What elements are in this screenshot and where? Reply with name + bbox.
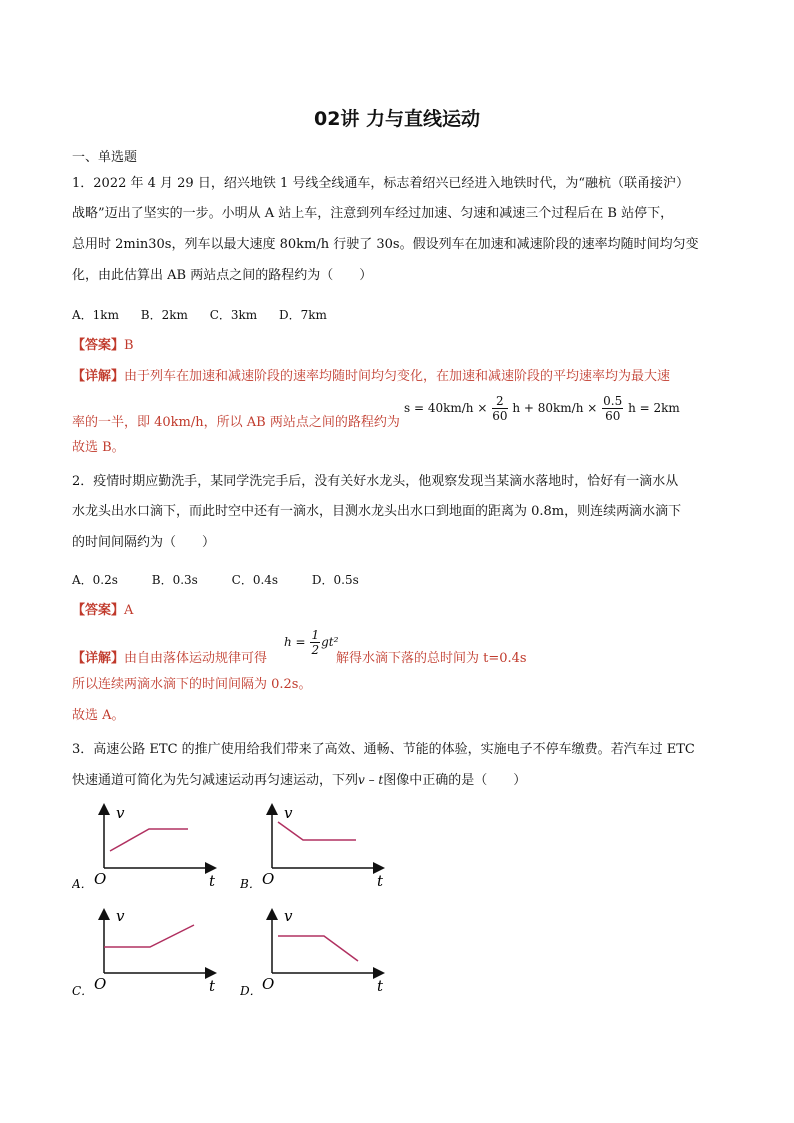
text-part: 快速通道可简化为先匀减速运动再匀速运动，下列	[72, 773, 359, 788]
formula-part: s = 40km/h ×	[404, 401, 488, 415]
graph-option-b[interactable]	[240, 800, 390, 899]
q1-detail-line1	[72, 368, 670, 386]
q1-option-a[interactable]: A．1km	[72, 308, 119, 322]
graph-d-svg	[240, 905, 390, 1000]
q1-text-line: 化，由此估算出 AB 两站点之间的路程约为（ ）	[72, 268, 373, 283]
q1-conclusion: 故选 B。	[72, 440, 125, 455]
t-label: t	[209, 872, 216, 890]
q1-answer	[72, 337, 134, 355]
answer-value: B	[124, 338, 134, 353]
vt-symbol: v – t	[358, 773, 384, 787]
v-label: v	[116, 907, 125, 925]
q2-option-d[interactable]: D．0.5s	[311, 573, 359, 587]
graph-option-c[interactable]	[72, 905, 222, 1004]
q1-text-line: 战略”迈出了坚实的一步。小明从 A 站上车，注意到列车经过加速、匀速和减速三个过程后在 B 站停下，	[72, 206, 674, 221]
option-label: C．	[72, 984, 94, 998]
numerator: 0.5	[603, 394, 623, 408]
graph-option-d[interactable]	[240, 905, 390, 1004]
t-label: t	[209, 977, 216, 995]
fraction	[602, 394, 623, 423]
detail-text: 由于列车在加速和减速阶段的速率均随时间均匀变化，在加速和减速阶段的平均速率均为最大速	[124, 369, 671, 384]
q2-answer	[72, 602, 133, 620]
q2-text-line: 2．疫情时期应勤洗手，某同学洗完手后，没有关好水龙头，他观察发现当某滴水落地时，恰好有一滴水从	[72, 474, 679, 489]
vt-curve	[104, 925, 194, 947]
origin-label: O	[262, 870, 275, 888]
q2-conclusion: 故选 A。	[72, 708, 125, 723]
t-label: t	[377, 872, 384, 890]
page-title: 02讲 力与直线运动	[313, 108, 481, 130]
q1-option-d[interactable]: D．7km	[279, 308, 327, 322]
q2-formula	[284, 628, 338, 657]
q2-option-b[interactable]: B．0.3s	[151, 573, 198, 587]
denominator: 60	[492, 409, 508, 423]
formula-part: h =	[284, 635, 306, 649]
detail-tag: 【详解】	[72, 369, 125, 384]
graph-b-svg	[240, 800, 390, 895]
vt-curve	[278, 936, 358, 961]
answer-value: A	[124, 603, 134, 618]
option-label: D．	[240, 984, 262, 998]
q1-option-c[interactable]: C．3km	[209, 308, 258, 322]
q3-text-line: 3．高速公路 ETC 的推广使用给我们带来了高效、通畅、节能的体验，实施电子不停车缴费。若汽车过 ETC	[72, 742, 695, 757]
fraction	[492, 394, 507, 423]
formula-part: gt²	[321, 635, 339, 649]
vt-curve	[278, 822, 356, 840]
q1-formula	[404, 394, 680, 423]
q1-text-line: 1．2022 年 4 月 29 日，绍兴地铁 1 号线全线通车，标志着绍兴已经进入地铁时代，为“融杭（联甬接沪）	[72, 176, 690, 191]
section-heading: 一、单选题	[72, 150, 138, 165]
q2-detail-line1	[72, 650, 267, 668]
q2-text-line: 水龙头出水口滴下，而此时空中还有一滴水，目测水龙头出水口到地面的距离为 0.8m，则连续两滴水滴下	[72, 504, 682, 519]
answer-tag: 【答案】	[72, 338, 125, 353]
graph-a-svg	[72, 800, 222, 895]
formula-part: h + 80km/h ×	[512, 401, 598, 415]
denominator: 2	[311, 643, 320, 657]
option-label: B．	[240, 877, 261, 891]
fraction	[310, 628, 320, 657]
v-label: v	[116, 804, 125, 822]
numerator: 2	[492, 394, 507, 409]
q2-text-line: 的时间间隔约为（ ）	[72, 535, 216, 550]
q2-option-a[interactable]: A．0.2s	[72, 573, 118, 587]
text-part: 图像中正确的是（ ）	[383, 773, 527, 788]
detail-text: 由自由落体运动规律可得	[124, 651, 268, 666]
graph-option-a[interactable]	[72, 800, 222, 899]
q3-text-line2	[72, 771, 526, 790]
t-label: t	[377, 977, 384, 995]
q1-text-line: 总用时 2min30s，列车以最大速度 80km/h 行驶了 30s。假设列车在加速和减速阶段的速率均随时间均匀变	[72, 237, 699, 252]
graph-c-svg	[72, 905, 222, 1000]
formula-part: h = 2km	[628, 401, 680, 415]
v-label: v	[284, 804, 293, 822]
q1-options	[72, 306, 345, 323]
q1-option-b[interactable]: B．2km	[140, 308, 188, 322]
v-label: v	[284, 907, 293, 925]
q2-options	[72, 571, 377, 588]
detail-tag: 【详解】	[72, 651, 125, 666]
q2-option-c[interactable]: C．0.4s	[231, 573, 279, 587]
numerator: 1	[311, 628, 320, 642]
vt-curve	[110, 829, 188, 851]
origin-label: O	[94, 870, 107, 888]
denominator: 60	[605, 409, 621, 423]
q2-detail-post: 解得水滴下落的总时间为 t=0.4s	[336, 651, 527, 666]
answer-tag: 【答案】	[72, 603, 125, 618]
origin-label: O	[94, 975, 107, 993]
option-label: A．	[72, 877, 93, 891]
origin-label: O	[262, 975, 275, 993]
q2-detail-line2: 所以连续两滴水滴下的时间间隔为 0.2s。	[72, 677, 312, 692]
q1-detail-line2: 率的一半，即 40km/h，所以 AB 两站点之间的路程约为	[72, 415, 400, 430]
